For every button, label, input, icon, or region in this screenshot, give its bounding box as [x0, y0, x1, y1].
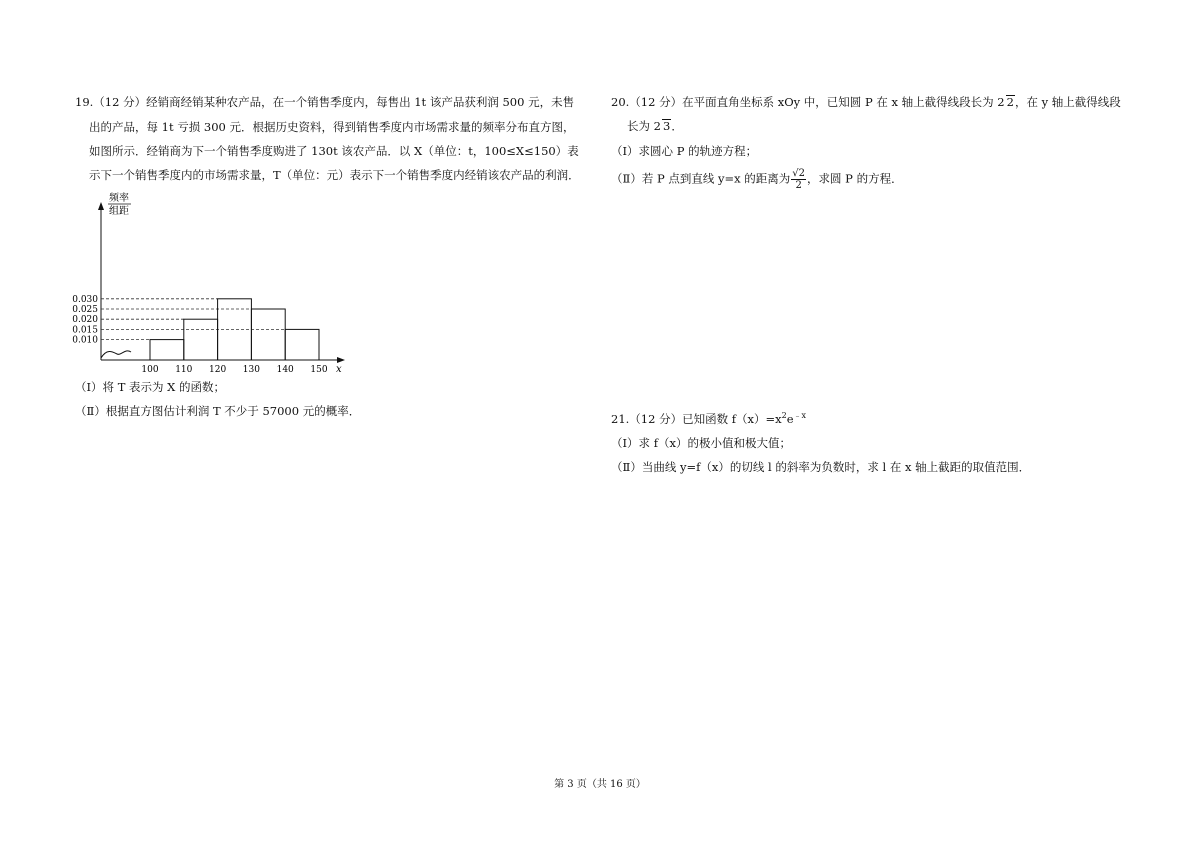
x-tick-label: 140	[276, 365, 294, 375]
histogram-bar	[150, 340, 184, 360]
q19-line-1: 19.（12 分）经销商经销某种农产品，在一个销售季度内，每售出 1t 该产品获利润 500 元，未售	[75, 95, 575, 109]
x-tick-label: 130	[242, 365, 260, 375]
page-footer: 第 3 页（共 16 页）	[554, 779, 646, 790]
q21-part-2: （Ⅱ）当曲线 y=f（x）的切线 l 的斜率为负数时，求 l 在 x 轴上截距的取值范围．	[611, 460, 1031, 474]
x-tick-label: 100	[141, 365, 159, 375]
q21-text-a: 21.（12 分）已知函数 f（x）=x	[611, 412, 782, 426]
q20-part-2-text-b: ，求圆 P 的方程．	[807, 171, 903, 186]
q20-line-2	[627, 118, 683, 134]
q20-part-2	[611, 168, 903, 191]
x-axis-label: x	[336, 364, 342, 375]
q20-fraction-denominator: 2	[795, 180, 802, 191]
y-tick-label: 0.010	[72, 335, 98, 346]
y-tick-label: 0.025	[72, 305, 98, 315]
q21-part-1: （Ⅰ）求 f（x）的极小值和极大值；	[611, 436, 791, 450]
q21-line-1	[611, 411, 806, 427]
q20-fraction-numerator: √2	[792, 168, 806, 179]
y-tick-label: 0.020	[72, 315, 98, 326]
q21-exponent-2: ﹣x	[793, 411, 807, 421]
q19-part-1: （Ⅰ）将 T 表示为 X 的函数；	[75, 380, 226, 394]
q19-line-2: 出的产品，每 1t 亏损 300 元．根据历史资料，得到销售季度内市场需求量的频率分布直方图，	[89, 120, 575, 134]
frequency-histogram	[68, 190, 358, 376]
y-axis-arrow	[98, 202, 104, 210]
x-tick-label: 150	[310, 365, 328, 375]
q20-line-2-text-b: ．	[671, 119, 683, 133]
x-tick-label: 120	[209, 365, 227, 375]
q20-part-1: （Ⅰ）求圆心 P 的轨迹方程；	[611, 144, 758, 158]
y-axis-label-denominator: 组距	[109, 206, 129, 217]
q20-line-1-text-a: 20.（12 分）在平面直角坐标系 xOy 中，已知圆 P 在 x 轴上截得线段长为 2	[611, 95, 1005, 109]
axis-break-mark	[101, 351, 131, 358]
q20-line-1-text-b: ，在 y 轴上截得线段	[1014, 95, 1121, 109]
q21-text-b: e	[786, 412, 794, 426]
histogram-bar	[285, 329, 319, 360]
q20-fraction	[791, 168, 806, 191]
histogram-bar	[251, 309, 285, 360]
q19-line-4: 示下一个销售季度内的市场需求量，T（单位：元）表示下一个销售季度内经销该农产品的利润．	[89, 168, 580, 182]
q20-line-2-text-a: 长为 2	[627, 119, 661, 133]
q20-sqrt-2: 2	[1006, 95, 1014, 109]
x-tick-label: 110	[175, 365, 193, 375]
y-tick-label: 0.015	[72, 325, 98, 336]
histogram-bar	[184, 319, 218, 360]
q20-part-2-text-a: （Ⅱ）若 P 点到直线 y=x 的距离为	[611, 171, 791, 186]
q19-part-2: （Ⅱ）根据直方图估计利润 T 不少于 57000 元的概率．	[75, 404, 361, 418]
y-tick-label: 0.030	[72, 294, 98, 305]
q19-line-3: 如图所示．经销商为下一个销售季度购进了 130t 该农产品．以 X（单位：t，100≤X≤150）表	[89, 144, 579, 158]
q20-sqrt-3: 3	[662, 119, 671, 133]
x-axis-arrow	[337, 357, 345, 363]
q21-exponent-1: 2	[781, 411, 787, 421]
q20-line-1	[611, 94, 1121, 110]
y-axis-label-numerator: 频率	[109, 193, 129, 204]
